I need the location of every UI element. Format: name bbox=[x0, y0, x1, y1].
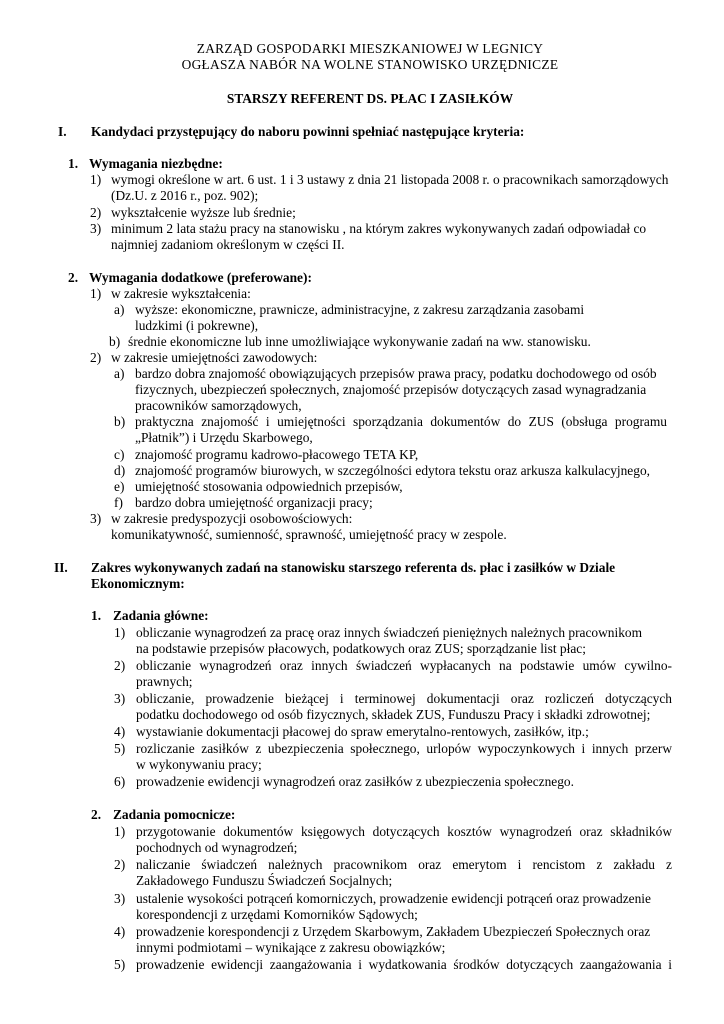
skill-b-line-1: praktyczna znajomość i umiejętności sporządzania dokumentów do ZUS (obsługa programu bbox=[135, 414, 667, 429]
skill-a-line-1: bardzo dobra znajomość obowiązujących przepisów prawa pracy, podatku dochodowego od osób bbox=[135, 366, 657, 381]
main-5-line-1: rozliczanie zasiłków z ubezpieczenia społecznego, urlopów wypoczynkowych i innych przerw bbox=[136, 741, 672, 756]
header-line-2: OGŁASZA NABÓR NA WOLNE STANOWISKO URZĘDNICZE bbox=[181, 57, 559, 72]
req2-number: 2. bbox=[68, 270, 79, 285]
section-1-numeral: I. bbox=[58, 124, 67, 139]
req1-title: Wymagania niezbędne: bbox=[89, 156, 223, 171]
aux-4-line-1: prowadzenie korespondencji z Urzędem Skarbowym, Zakładem Ubezpieczeń Społecznych oraz bbox=[136, 924, 651, 939]
aux-1-line-2: pochodnych od wynagrodzeń; bbox=[136, 840, 298, 855]
main-5-num: 5) bbox=[114, 741, 126, 756]
aux-3-line-2: korespondencji z urzędami Komorników Sądowych; bbox=[136, 907, 418, 922]
skill-b-line-2: „Płatnik”) i Urzędu Skarbowego, bbox=[135, 430, 313, 445]
req2-skills-label: w zakresie umiejętności zawodowych: bbox=[111, 350, 318, 365]
main-5-line-2: w wykonywaniu pracy; bbox=[136, 757, 262, 772]
req1-item-2-line-1: wykształcenie wyższe lub średnie; bbox=[111, 205, 296, 220]
main-tasks-title: Zadania główne: bbox=[113, 608, 209, 623]
req2-skills-num: 2) bbox=[90, 350, 102, 365]
aux-4-line-2: innymi podmiotami – wynikające z zakresu obowiązków; bbox=[136, 940, 446, 955]
main-1-line-2: na podstawie przepisów płacowych, podatkowych oraz ZUS; sporządzanie list płac; bbox=[136, 641, 586, 656]
main-2-line-2: prawnych; bbox=[136, 674, 193, 689]
main-4-num: 4) bbox=[114, 724, 126, 739]
main-6-num: 6) bbox=[114, 774, 126, 789]
req2-personal-label: w zakresie predyspozycji osobowościowych: bbox=[111, 511, 353, 526]
aux-3-line-1: ustalenie wysokości potrąceń komorniczych, prowadzenie ewidencji potrąceń oraz prowadzenie bbox=[136, 891, 651, 906]
skill-d-num: d) bbox=[114, 463, 126, 478]
aux-1-line-1: przygotowanie dokumentów księgowych dotyczących kosztów wynagrodzeń oraz składników bbox=[136, 824, 672, 839]
section-2-numeral: II. bbox=[54, 560, 68, 575]
main-tasks-number: 1. bbox=[91, 608, 102, 623]
main-3-line-2: podatku dochodowego od osób fizycznych, składek ZUS, Funduszu Pracy i składki zdrowotnej; bbox=[136, 707, 651, 722]
aux-2-num: 2) bbox=[114, 857, 126, 872]
req2-edu-b-line: średnie ekonomiczne lub inne umożliwiające wykonywanie zadań na ww. stanowisku. bbox=[128, 334, 591, 349]
req2-personal-line: komunikatywność, sumienność, sprawność, umiejętność pracy w zespole. bbox=[111, 527, 507, 542]
req1-item-1-num: 1) bbox=[90, 172, 102, 187]
req1-item-1-line-2: (Dz.U. z 2016 r., poz. 902); bbox=[111, 188, 259, 203]
req1-number: 1. bbox=[68, 156, 79, 171]
aux-tasks-number: 2. bbox=[91, 807, 102, 822]
req1-item-3-line-2: najmniej zadaniom określonym w części II. bbox=[111, 237, 345, 252]
req2-edu-label: w zakresie wykształcenia: bbox=[111, 286, 251, 301]
skill-e-num: e) bbox=[114, 479, 125, 494]
aux-5-num: 5) bbox=[114, 957, 126, 972]
req1-item-2-num: 2) bbox=[90, 205, 102, 220]
req2-edu-a-num: a) bbox=[114, 302, 125, 317]
skill-a-line-2: fizycznych, ubezpieczeń społecznych, znajomość przepisów dotyczących zasad wynagradzania bbox=[135, 382, 647, 397]
header-line-1: ZARZĄD GOSPODARKI MIESZKANIOWEJ W LEGNICY bbox=[196, 41, 544, 56]
main-2-line-1: obliczanie wynagrodzeń oraz innych świadczeń wypłacanych na podstawie umów cywilno- bbox=[136, 658, 672, 673]
aux-3-num: 3) bbox=[114, 891, 126, 906]
skill-a-line-3: pracowników samorządowych, bbox=[135, 398, 302, 413]
aux-2-line-1: naliczanie świadczeń należnych pracownikom oraz emerytom i rencistom z zakładu z bbox=[136, 857, 672, 872]
req1-item-3-line-1: minimum 2 lata stażu pracy na stanowisku , na którym zakres wykonywanych zadań odpowiadał co bbox=[111, 221, 647, 236]
main-3-num: 3) bbox=[114, 691, 126, 706]
skill-a-num: a) bbox=[114, 366, 125, 381]
position-title: STARSZY REFERENT DS. PŁAC I ZASIŁKÓW bbox=[226, 91, 514, 106]
req2-edu-a-line-2: ludzkimi (i pokrewne), bbox=[135, 318, 259, 333]
section-1-heading: Kandydaci przystępujący do naboru powinni spełniać następujące kryteria: bbox=[91, 124, 525, 139]
aux-4-num: 4) bbox=[114, 924, 126, 939]
req1-item-3-num: 3) bbox=[90, 221, 102, 236]
skill-c-line-1: znajomość programu kadrowo-płacowego TETA KP, bbox=[135, 447, 419, 462]
main-6-line-1: prowadzenie ewidencji wynagrodzeń oraz zasiłków z ubezpieczenia społecznego. bbox=[136, 774, 574, 789]
aux-2-line-2: Zakładowego Funduszu Świadczeń Socjalnych; bbox=[136, 873, 393, 888]
skill-b-num: b) bbox=[114, 414, 126, 429]
req1-item-1-line-1: wymogi określone w art. 6 ust. 1 i 3 ustawy z dnia 21 listopada 2008 r. o pracownikach samorządowych bbox=[111, 172, 669, 187]
aux-1-num: 1) bbox=[114, 824, 126, 839]
main-1-num: 1) bbox=[114, 625, 126, 640]
skill-c-num: c) bbox=[114, 447, 125, 462]
main-2-num: 2) bbox=[114, 658, 126, 673]
main-4-line-1: wystawianie dokumentacji płacowej do spraw emerytalno-rentowych, zasiłków, itp.; bbox=[136, 724, 589, 739]
main-3-line-1: obliczanie, prowadzenie bieżącej i terminowej dokumentacji oraz rozliczeń dotyczących bbox=[136, 691, 672, 706]
aux-5-line-1: prowadzenie ewidencji zaangażowania i wydatkowania środków dotyczących zaangażowania i bbox=[136, 957, 672, 972]
req2-title: Wymagania dodatkowe (preferowane): bbox=[89, 270, 312, 285]
section-2-heading-line-1: Zakres wykonywanych zadań na stanowisku starszego referenta ds. płac i zasiłków w Dziale bbox=[91, 560, 616, 575]
req2-personal-num: 3) bbox=[90, 511, 102, 526]
skill-f-num: f) bbox=[114, 495, 123, 510]
main-1-line-1: obliczanie wynagrodzeń za pracę oraz innych świadczeń pieniężnych należnych pracownikom bbox=[136, 625, 642, 640]
aux-tasks-title: Zadania pomocnicze: bbox=[113, 807, 236, 822]
skill-d-line-1: znajomość programów biurowych, w szczególności edytora tekstu oraz arkusza kalkulacyjnego, bbox=[135, 463, 650, 478]
skill-e-line-1: umiejętność stosowania odpowiednich przepisów, bbox=[135, 479, 403, 494]
req2-edu-num: 1) bbox=[90, 286, 102, 301]
skill-f-line-1: bardzo dobra umiejętność organizacji pracy; bbox=[135, 495, 373, 510]
req2-edu-b-num: b) bbox=[109, 334, 121, 349]
section-2-heading-line-2: Ekonomicznym: bbox=[91, 576, 185, 591]
req2-edu-a-line-1: wyższe: ekonomiczne, prawnicze, administracyjne, z zakresu zarządzania zasobami bbox=[135, 302, 585, 317]
